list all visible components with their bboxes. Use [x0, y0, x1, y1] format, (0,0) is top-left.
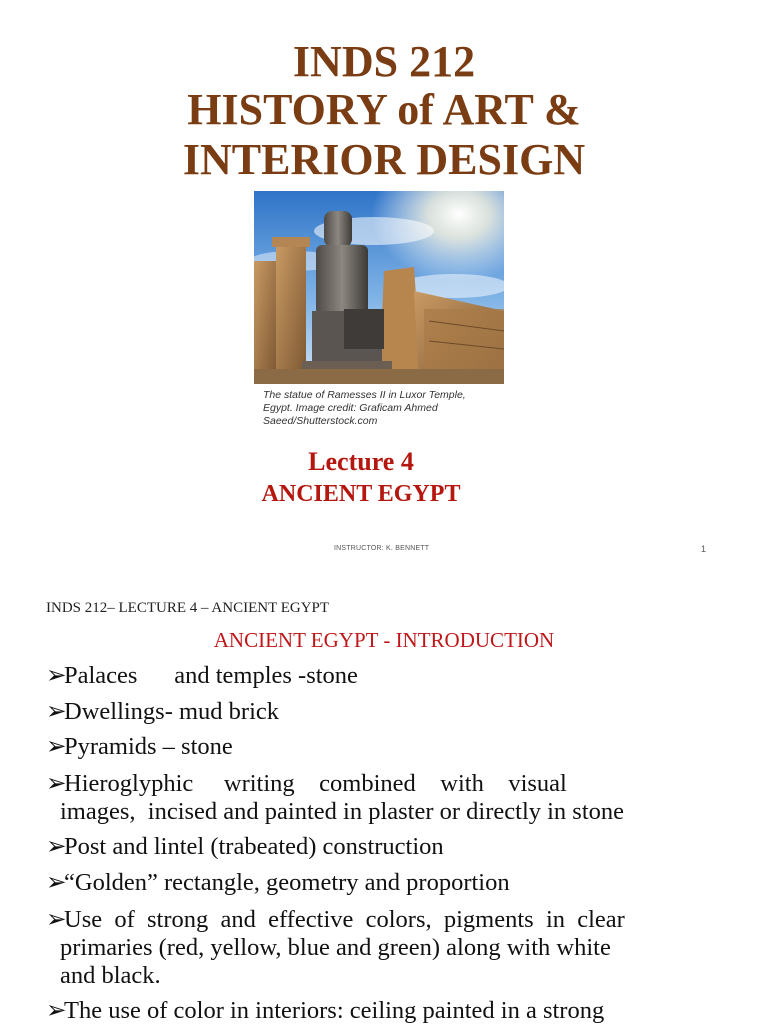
introduction-slide: [0, 572, 768, 1024]
arrow-bullet-icon: ➢: [46, 770, 67, 797]
page-number: 1: [701, 544, 707, 554]
instructor-footer: INSTRUCTOR: K. BENNETT: [334, 545, 430, 552]
lecture-topic: ANCIENT EGYPT: [261, 481, 461, 507]
arrow-bullet-icon: ➢: [46, 906, 67, 933]
bullet-text: Post and lintel (trabeated) construction: [64, 833, 444, 860]
bullet-item: [46, 906, 714, 990]
arrow-bullet-icon: ➢: [46, 698, 67, 725]
bullet-text: Pyramids – stone: [64, 733, 233, 760]
bullet-item: [46, 869, 714, 897]
bullet-item: [46, 662, 714, 690]
bullet-item: [46, 698, 714, 726]
photo-caption-line: The statue of Ramesses II in Luxor Temple,: [263, 389, 466, 401]
photo-caption-line: Egypt. Image credit: Graficam Ahmed: [263, 402, 438, 414]
ramesses-statue-photo: [254, 191, 504, 384]
bullet-item: [46, 733, 714, 761]
bullet-item: [46, 833, 714, 861]
course-code-title: INDS 212: [292, 37, 476, 86]
bullet-item: [46, 997, 714, 1025]
bullet-text: Palaces and temples -stone: [64, 662, 358, 689]
arrow-bullet-icon: ➢: [46, 869, 67, 896]
course-name-title-line2: INTERIOR DESIGN: [182, 135, 586, 184]
bullet-text-continued: and black.: [60, 962, 161, 989]
bullet-text: Use of strong and effective colors, pigments in clear: [64, 906, 625, 933]
bullet-text: “Golden” rectangle, geometry and proportion: [64, 869, 510, 896]
lecture-number: Lecture 4: [308, 447, 414, 476]
bullet-item: [46, 770, 714, 826]
bullet-text: Hieroglyphic writing combined with visual: [64, 770, 567, 797]
photo-caption-line: Saeed/Shutterstock.com: [263, 415, 378, 427]
arrow-bullet-icon: ➢: [46, 833, 67, 860]
course-name-title-line1: HISTORY of ART &: [187, 85, 581, 134]
bullet-text-continued: images, incised and painted in plaster or directly in stone: [60, 798, 625, 825]
arrow-bullet-icon: ➢: [46, 662, 67, 689]
arrow-bullet-icon: ➢: [46, 997, 67, 1024]
section-title: ANCIENT EGYPT - INTRODUCTION: [213, 628, 555, 652]
bullet-text-continued: primaries (red, yellow, blue and green) along with white: [60, 934, 611, 961]
arrow-bullet-icon: ➢: [46, 733, 67, 760]
slide-header: INDS 212– LECTURE 4 – ANCIENT EGYPT: [46, 600, 330, 616]
bullet-text: Dwellings- mud brick: [64, 698, 280, 725]
bullet-text: The use of color in interiors: ceiling painted in a strong: [64, 997, 605, 1024]
